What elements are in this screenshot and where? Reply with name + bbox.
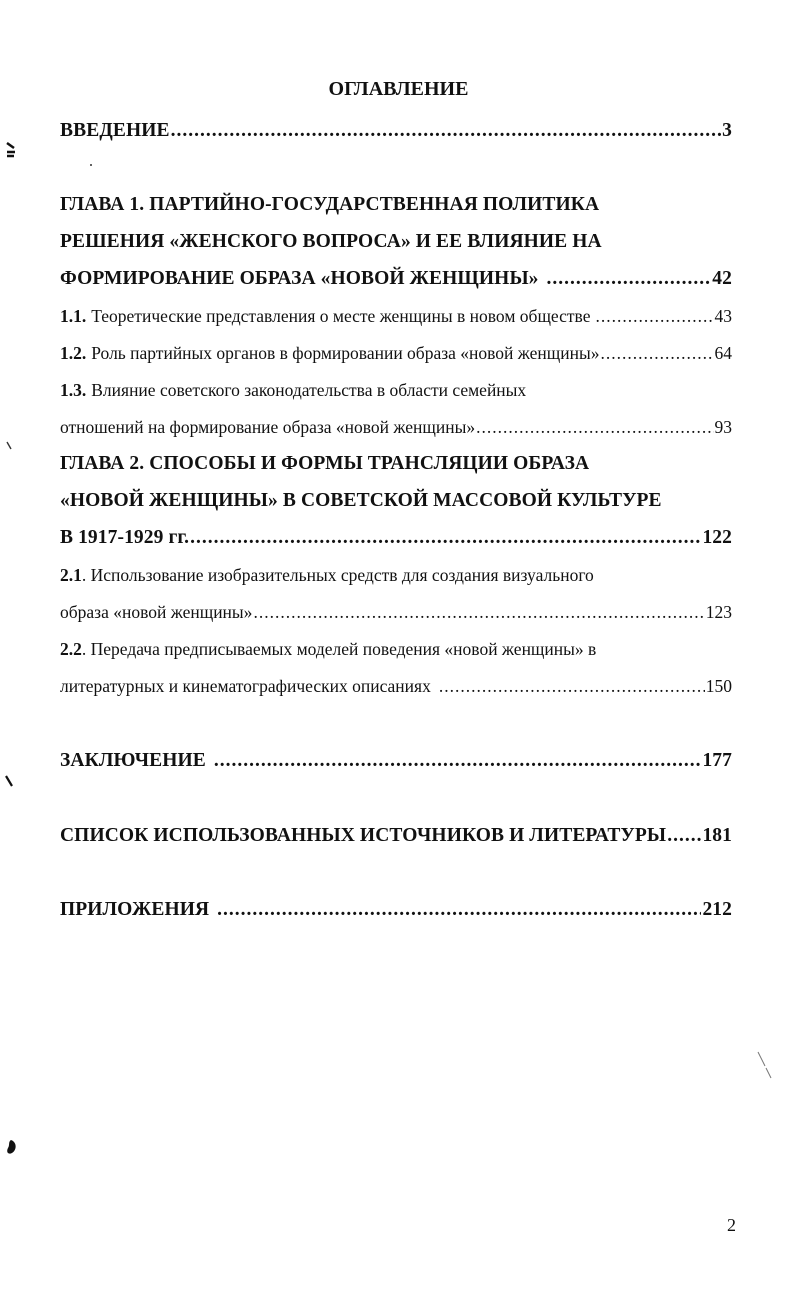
chapter2-line2-text: «НОВОЙ ЖЕНЩИНЫ» В СОВЕТСКОЙ МАССОВОЙ КУЛЬТУРЕ [60, 490, 662, 511]
toc-entry-section-1-3-line2[interactable] [60, 417, 732, 438]
toc-entry-intro[interactable] [60, 120, 732, 142]
section-text: . Использование изобразительных средств для создания визуального [81, 565, 594, 585]
toc-entry-appendix[interactable] [60, 899, 732, 921]
entry-page: 3 [722, 120, 732, 141]
dot-leader [595, 306, 713, 327]
dot-leader [439, 676, 705, 697]
scan-mark [755, 1050, 775, 1080]
entry-page: 150 [705, 676, 732, 696]
section-number: 1.2. [60, 343, 87, 363]
chapter1-title-line1 [60, 194, 732, 216]
chapter1-line2-text: РЕШЕНИЯ «ЖЕНСКОГО ВОПРОСА» И ЕЕ ВЛИЯНИЕ НА [60, 231, 602, 252]
entry-page: 43 [714, 306, 732, 326]
section-text-continued: литературных и кинематографических описаниях [60, 676, 431, 696]
entry-page: 212 [702, 899, 732, 920]
toc-entry-section-2-2-line1[interactable] [60, 639, 732, 660]
section-text: Теоретические представления о месте женщины в новом обществе [91, 306, 591, 326]
entry-text: СПИСОК ИСПОЛЬЗОВАННЫХ ИСТОЧНИКОВ И ЛИТЕРАТУРЫ [60, 825, 667, 846]
entry-page: 42 [712, 268, 732, 289]
dot-leader [476, 417, 713, 438]
toc-entry-conclusion[interactable] [60, 750, 732, 772]
scan-mark [4, 774, 14, 790]
toc-entry-section-2-2-line2[interactable] [60, 676, 732, 697]
scan-mark [4, 140, 18, 162]
entry-text: ПРИЛОЖЕНИЯ [60, 899, 210, 920]
toc-title: ОГЛАВЛЕНИЕ [328, 78, 469, 100]
section-number: 1.3. [60, 380, 87, 400]
section-text: . Передача предписываемых моделей поведения «новой женщины» в [81, 639, 597, 659]
entry-text: ЗАКЛЮЧЕНИЕ [60, 750, 206, 771]
toc-entry-section-1-3-line1[interactable] [60, 380, 732, 401]
chapter1-line1-text: ГЛАВА 1. ПАРТИЙНО-ГОСУДАРСТВЕННАЯ ПОЛИТИКА [60, 194, 600, 215]
dot-leader [601, 343, 714, 364]
entry-page: 122 [702, 527, 732, 548]
chapter2-line1-text: ГЛАВА 2. СПОСОБЫ И ФОРМЫ ТРАНСЛЯЦИИ ОБРАЗА [60, 453, 590, 474]
toc-entry-section-2-1-line1[interactable] [60, 565, 732, 586]
chapter2-line3-text: В 1917-1929 гг. [60, 527, 190, 548]
section-number: 2.1 [60, 565, 82, 585]
section-text: Роль партийных органов в формировании образа «новой женщины» [91, 343, 600, 363]
scan-mark [5, 440, 13, 452]
dot-leader [171, 120, 722, 142]
toc-entry-section-2-1-line2[interactable] [60, 602, 732, 623]
toc-entry-chapter1[interactable] [60, 268, 732, 290]
section-text: Влияние советского законодательства в области семейных [91, 380, 527, 400]
entry-page: 181 [702, 825, 732, 846]
entry-page: 64 [714, 343, 732, 363]
chapter1-line3-text: ФОРМИРОВАНИЕ ОБРАЗА «НОВОЙ ЖЕНЩИНЫ» [60, 268, 539, 289]
dot-leader [253, 602, 704, 623]
scan-mark [88, 162, 94, 168]
entry-page: 177 [702, 750, 732, 771]
entry-page: 93 [714, 417, 732, 437]
entry-text: ВВЕДЕНИЕ [60, 120, 170, 141]
chapter2-title-line2 [60, 490, 732, 512]
entry-page: 123 [705, 602, 732, 622]
toc-entry-chapter2[interactable] [60, 527, 732, 549]
dot-leader [190, 527, 701, 549]
page-number: 2 [727, 1215, 736, 1235]
section-text-continued: отношений на формирование образа «новой женщины» [60, 417, 476, 437]
dot-leader [214, 750, 702, 772]
dot-leader [667, 825, 701, 847]
section-number: 1.1. [60, 306, 87, 326]
toc-entry-section-1-1[interactable] [60, 306, 732, 327]
dot-leader [217, 899, 701, 921]
scan-mark [2, 1138, 20, 1158]
dot-leader [547, 268, 712, 290]
section-text-continued: образа «новой женщины» [60, 602, 253, 622]
chapter1-title-line2 [60, 231, 732, 253]
chapter2-title-line1 [60, 453, 732, 475]
toc-entry-section-1-2[interactable] [60, 343, 732, 364]
toc-entry-sources[interactable] [60, 825, 732, 847]
section-number: 2.2 [60, 639, 82, 659]
